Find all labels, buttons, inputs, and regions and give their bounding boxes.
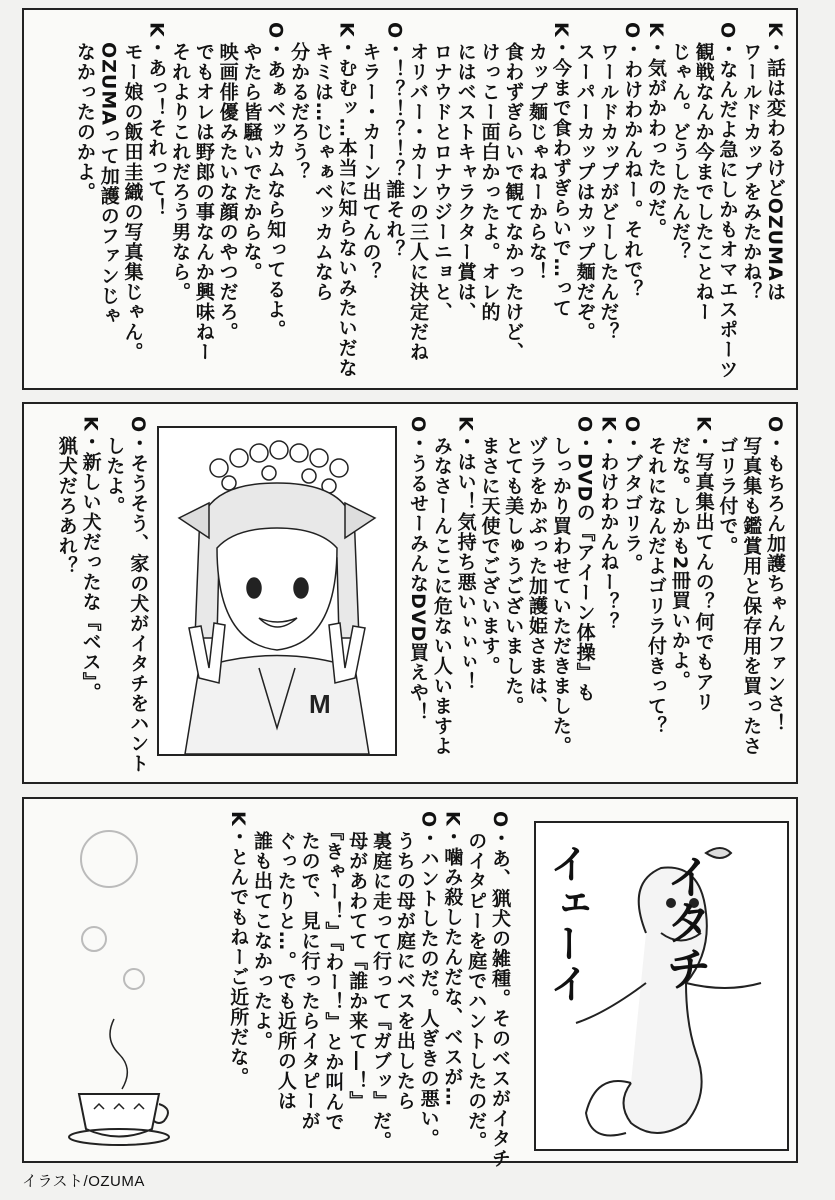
dialogue-line: じゃん。どうしたんだ？ bbox=[668, 22, 691, 262]
dialogue-line: なかったのかよ。 bbox=[73, 22, 96, 202]
dialogue-text-2-left bbox=[54, 416, 149, 778]
dialogue-line: 猟犬だろあれ？ bbox=[55, 416, 78, 576]
dialogue-line: スーパーカップはカップ麺だぞ。 bbox=[573, 22, 596, 342]
dialogue-line: K・気がかわったのだ。 bbox=[645, 22, 668, 238]
dialogue-line: まさに天使でございます。 bbox=[478, 416, 501, 676]
dialogue-line: O・ハントしたのだ。人ぎきの悪い。 bbox=[417, 811, 440, 1149]
weasel-illustration bbox=[534, 821, 789, 1151]
dialogue-line: モー娘の飯田圭織の写真集じゃん。 bbox=[121, 22, 144, 362]
dialogue-line: 映画俳優みたいな顔のやつだろ。 bbox=[216, 22, 239, 342]
dialogue-line: のイタピーを庭でハントしたのだ。 bbox=[465, 811, 488, 1151]
weasel-caption: イタチ bbox=[659, 853, 713, 991]
dialogue-line: O・ブタゴリラ。 bbox=[621, 416, 644, 574]
dialogue-line: O・あ、猟犬の雑種。そのベスがイタチ bbox=[489, 811, 511, 1169]
dialogue-line: オリバー・カーンの三人に決定だね bbox=[407, 22, 430, 362]
dialogue-line: O・DVDの『アイーン体操』も bbox=[573, 416, 596, 703]
dialogue-line: 食わずぎらいで観てなかったけど、 bbox=[502, 22, 525, 362]
dialogue-line: したよ。 bbox=[103, 416, 126, 516]
dialogue-line: O・なんだよ急にしかもオマエスポーツ bbox=[716, 22, 739, 380]
dialogue-line: K・むむッ…本当に知らないみたいだな bbox=[335, 22, 358, 378]
dialogue-line: K・写真集出てんの？何でもアリ bbox=[692, 416, 715, 712]
dialogue-line: しっかり買わせていただきました。 bbox=[549, 416, 572, 756]
dialogue-line: OZUMAって加護のファンじゃ bbox=[97, 22, 120, 326]
svg-text:M: M bbox=[309, 689, 331, 719]
dialogue-line: ワールドカップをみたかね？ bbox=[740, 22, 763, 302]
dialogue-line: K・あっ！それって！ bbox=[145, 22, 168, 218]
dialogue-text-2 bbox=[405, 416, 786, 778]
dialogue-line: K・新しい犬だったな『ベス』。 bbox=[79, 416, 102, 703]
teacup-illustration bbox=[64, 1009, 174, 1149]
dialogue-panel-3 bbox=[22, 797, 798, 1169]
illustration-credit: イラスト/OZUMA bbox=[22, 1173, 145, 1190]
dialogue-line: ヅラをかぶった加護姫さまは、 bbox=[526, 416, 549, 716]
dialogue-line: 母があわてて『誰か来て―！』 bbox=[346, 811, 369, 1111]
dialogue-line: それよりこれだろう男なら。 bbox=[169, 22, 192, 302]
dialogue-line: O・あぁベッカムなら知ってるよ。 bbox=[264, 22, 287, 340]
dialogue-line: K・わけわかんねー？？ bbox=[597, 416, 620, 632]
dialogue-line: キラー・カーン出てんの？ bbox=[359, 22, 382, 282]
dialogue-text-1 bbox=[72, 22, 786, 382]
dialogue-line: K・話は変わるけどOZUMAは bbox=[764, 22, 786, 302]
dialogue-line: K・噛み殺したんだな、ベスが… bbox=[441, 811, 464, 1107]
bubbles-decoration bbox=[54, 819, 164, 1019]
dialogue-panel-2 bbox=[22, 402, 798, 784]
dialogue-line: みなさーんここに危ない人いますよ bbox=[430, 416, 453, 756]
dialogue-line: 観戦なんか今までしたことねー bbox=[692, 22, 715, 322]
dialogue-line: O・わけわかんねー。それで？ bbox=[621, 22, 644, 300]
dialogue-line: K・はい！気持ち悪いぃぃぃ！ bbox=[454, 416, 477, 692]
dialogue-line: やたら皆騒いでたからな。 bbox=[240, 22, 263, 282]
dialogue-line: キミは…じゃぁベッカムなら bbox=[311, 22, 334, 302]
dialogue-line: それになんだよゴリラ付きって？ bbox=[645, 416, 668, 736]
dialogue-line: O・うるせーみんなDVD買えや！ bbox=[407, 416, 430, 723]
dialogue-line: 裏庭に走って行って『ガブッ』だ。 bbox=[370, 811, 393, 1151]
dialogue-line: O・！？！？！？誰それ？ bbox=[383, 22, 406, 260]
dialogue-panel-1 bbox=[22, 8, 798, 390]
dialogue-text-3 bbox=[225, 811, 511, 1169]
yeah-caption: イェーイ bbox=[543, 843, 589, 1003]
dialogue-line: でもオレは野郎の事なんか興味ねー bbox=[192, 22, 215, 362]
dialogue-line: うちの母が庭にベスを出したら bbox=[393, 811, 416, 1111]
dialogue-line: たので、見に行ったらイタピーが bbox=[298, 811, 321, 1131]
dialogue-line: ゴリラ付で。 bbox=[716, 416, 739, 556]
dialogue-line: 分かるだろう？ bbox=[288, 22, 311, 182]
dialogue-line: K・今まで食わずぎらいで…って bbox=[549, 22, 572, 318]
dialogue-line: ぐったりと…。でも近所の人は bbox=[274, 811, 297, 1111]
dialogue-line: けっこー面白かったよ。オレ的 bbox=[478, 22, 501, 322]
dialogue-line: ロナウドとロナウジーニョと、 bbox=[430, 22, 453, 322]
girl-illustration bbox=[157, 426, 397, 756]
dialogue-line: だな。しかも2冊買いかよ。 bbox=[668, 416, 691, 691]
dialogue-line: 『きゃー！』『わー！』とか叫んで bbox=[322, 811, 345, 1132]
dialogue-line: とても美しゅうございました。 bbox=[502, 416, 525, 716]
dialogue-line: O・そうそう、家の犬がイタチをハント bbox=[127, 416, 150, 774]
dialogue-line: 誰も出てこなかったよ。 bbox=[251, 811, 274, 1051]
dialogue-line: ワールドカップがどーしたんだ？ bbox=[597, 22, 620, 342]
dialogue-line: O・もちろん加護ちゃんファンさ！ bbox=[764, 416, 786, 734]
dialogue-line: にはベストキャラクター賞は、 bbox=[454, 22, 477, 322]
dialogue-line: K・とんでもねーご近所だな。 bbox=[227, 811, 250, 1087]
dialogue-line: カップ麺じゃねーからな！ bbox=[526, 22, 549, 282]
dialogue-line: 写真集も鑑賞用と保存用を買ったさ bbox=[740, 416, 763, 756]
